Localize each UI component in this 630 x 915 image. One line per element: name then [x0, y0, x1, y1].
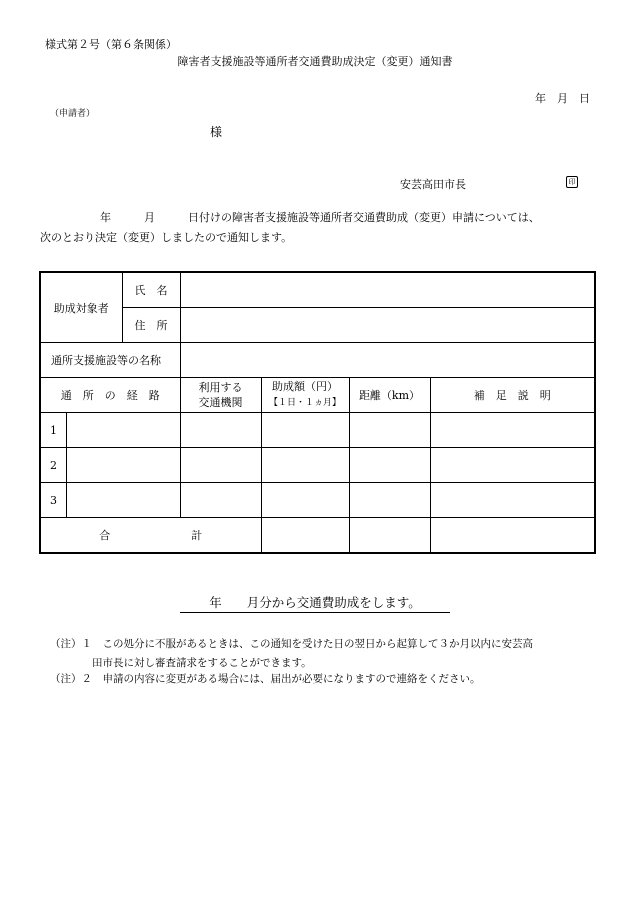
total-label-b: 計	[191, 529, 203, 542]
route-row-number: 3	[40, 483, 66, 518]
facility-label: 通所支援施設等の名称	[40, 343, 180, 378]
applicant-honorific: 様	[210, 125, 223, 139]
route-path-field[interactable]	[66, 483, 180, 518]
note-1-line-2: 田市長に対し審査請求をすることができます。	[92, 657, 312, 669]
address-label: 住 所	[122, 308, 180, 343]
amount-field[interactable]	[261, 448, 349, 483]
remarks-header: 補 足 説 明	[430, 378, 595, 413]
transport-header-line-2: 交通機関	[198, 396, 243, 409]
issuer-name: 安芸高田市長	[400, 178, 466, 191]
route-row	[40, 483, 595, 518]
amount-field[interactable]	[261, 483, 349, 518]
note-1-line-1: （注）１ この処分に不服があるときは、この通知を受けた日の翌日から起算して３か月以内に安芸高	[50, 638, 533, 650]
subject-label: 助成対象者	[40, 272, 122, 343]
distance-field[interactable]	[349, 413, 430, 448]
route-row	[40, 448, 595, 483]
facility-row	[40, 343, 595, 378]
route-header-row	[40, 378, 595, 413]
applicant-label: （申請者）	[50, 109, 96, 119]
distance-header: 距離（km）	[349, 378, 430, 413]
total-row	[40, 518, 595, 554]
remarks-field[interactable]	[430, 413, 595, 448]
note-2: （注）２ 申請の内容に変更がある場合には、届出が必要になりますので連絡をください。	[50, 673, 481, 685]
distance-field[interactable]	[349, 483, 430, 518]
body-text-line-2: 次のとおり決定（変更）しましたので通知します。	[40, 231, 293, 244]
total-label	[40, 518, 261, 554]
subsidy-table	[39, 271, 596, 554]
total-remarks-field[interactable]	[430, 518, 595, 554]
total-amount-field[interactable]	[261, 518, 349, 554]
transport-header	[180, 378, 261, 413]
remarks-field[interactable]	[430, 483, 595, 518]
distance-field[interactable]	[349, 448, 430, 483]
route-row	[40, 413, 595, 448]
route-row-number: 1	[40, 413, 66, 448]
conclusion-statement: 年 月分から交通費助成をします。	[180, 593, 450, 613]
transport-header-line-1: 利用する	[198, 381, 243, 394]
form-number: 様式第２号（第６条関係）	[45, 38, 177, 51]
total-distance-field[interactable]	[349, 518, 430, 554]
issue-date-line: 年 月 日	[535, 92, 590, 105]
transport-field[interactable]	[180, 448, 261, 483]
amount-header	[261, 378, 349, 413]
amount-header-line-1: 助成額（円）	[272, 380, 338, 393]
route-row-number: 2	[40, 448, 66, 483]
amount-field[interactable]	[261, 413, 349, 448]
route-header: 通 所 の 経 路	[40, 378, 180, 413]
route-path-field[interactable]	[66, 413, 180, 448]
remarks-field[interactable]	[430, 448, 595, 483]
seal-icon: 印	[566, 176, 578, 188]
facility-field[interactable]	[180, 343, 595, 378]
amount-header-line-2: 【１日・１ヵ月】	[268, 398, 341, 408]
address-field[interactable]	[180, 308, 595, 343]
address-row	[40, 308, 595, 343]
name-label: 氏 名	[122, 272, 180, 308]
total-label-a: 合	[99, 529, 111, 542]
route-path-field[interactable]	[66, 448, 180, 483]
name-row	[40, 272, 595, 308]
body-text-line-1: 年 月 日付けの障害者支援施設等通所者交通費助成（変更）申請については、	[100, 211, 540, 224]
transport-field[interactable]	[180, 483, 261, 518]
document-title: 障害者支援施設等通所者交通費助成決定（変更）通知書	[177, 55, 453, 68]
name-field[interactable]	[180, 272, 595, 308]
transport-field[interactable]	[180, 413, 261, 448]
